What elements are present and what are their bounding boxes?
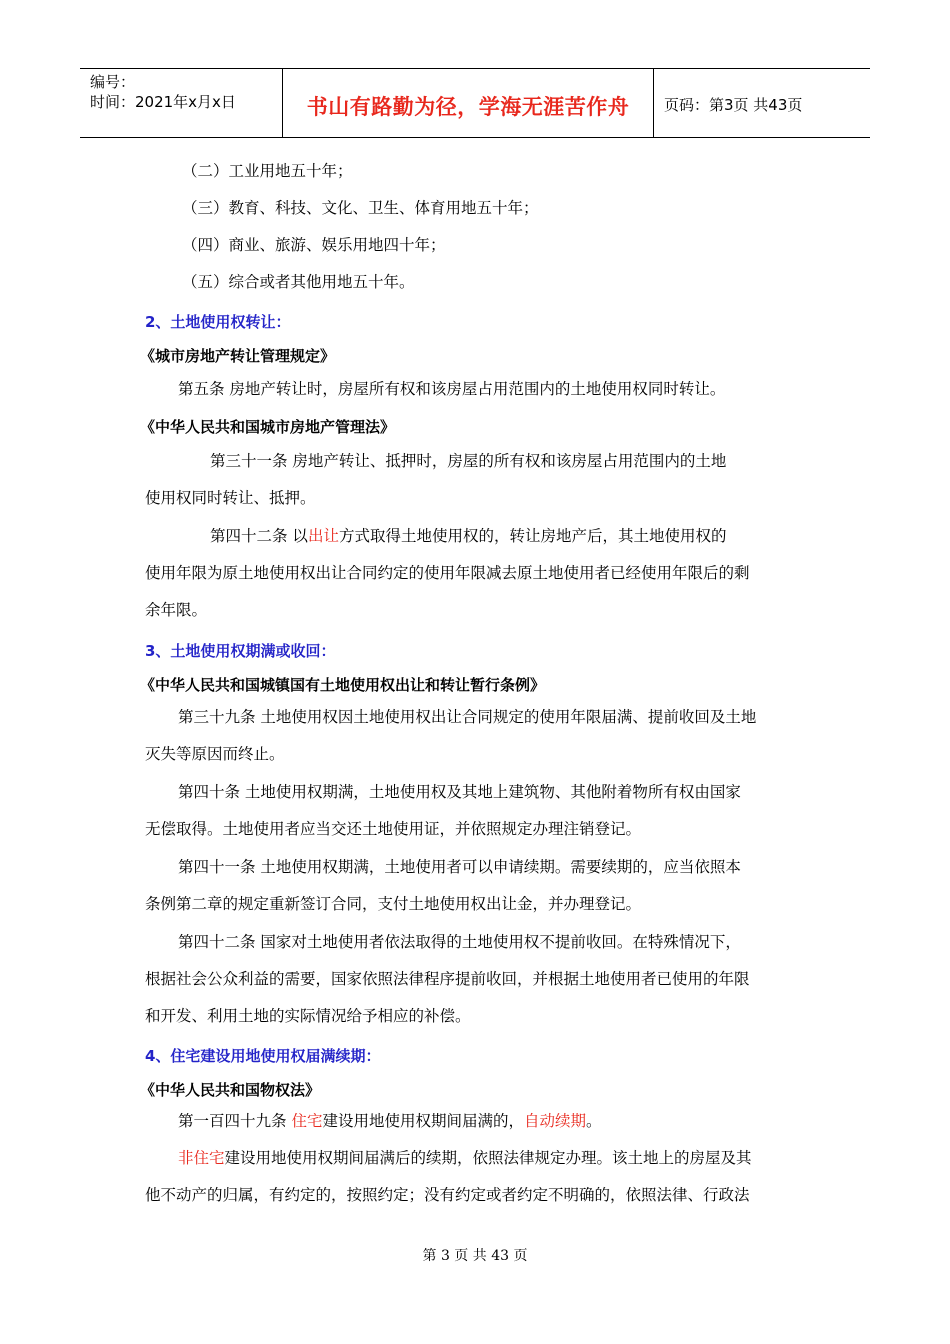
article-text: 他不动产的归属，有约定的，按照约定；没有约定或者约定不明确的，依照法律、行政法 [145, 1186, 750, 1204]
article-text: 第四十条 土地使用权期满，土地使用权及其地上建筑物、其他附着物所有权由国家 [178, 783, 741, 801]
article-text: 和开发、利用土地的实际情况给予相应的补偿。 [145, 1007, 471, 1025]
article-text-part: 建设用地使用权期间届满后的续期，依照法律规定办理。该土地上的房屋及其 [224, 1149, 752, 1167]
article-text-part: 第四十二条 以 [210, 527, 308, 545]
article-text: 无偿取得。土地使用者应当交还土地使用证，并依照规定办理注销登记。 [145, 820, 642, 838]
article-text: 余年限。 [145, 601, 208, 619]
page-footer: 第 3 页 共 43 页 [422, 1248, 528, 1264]
section-heading: 3、土地使用权期满或收回： [145, 642, 336, 660]
law-title: 《中华人民共和国城市房地产管理法》 [140, 418, 396, 436]
article-text: 灭失等原因而终止。 [145, 745, 285, 763]
list-item: （五）综合或者其他用地五十年。 [182, 273, 415, 291]
article-text: 第五条 房地产转让时，房屋所有权和该房屋占用范围内的土地使用权同时转让。 [178, 380, 726, 398]
article-text: 根据社会公众利益的需要，国家依照法律程序提前收回，并根据土地使用者已使用的年限 [145, 970, 750, 988]
article-text [210, 525, 726, 547]
article-text [178, 1147, 752, 1169]
list-item: （二）工业用地五十年； [182, 162, 353, 180]
doc-number-label: 编号： [90, 73, 136, 91]
article-text: 第三十九条 土地使用权因土地使用权出让合同规定的使用年限届满、提前收回及土地 [178, 708, 757, 726]
doc-date-label: 时间：2021年x月x日 [90, 93, 236, 111]
law-title: 《中华人民共和国城镇国有土地使用权出让和转让暂行条例》 [140, 676, 546, 694]
header-motto-cell [283, 69, 654, 137]
article-text-part: 第一百四十九条 [178, 1112, 292, 1130]
list-item: （四）商业、旅游、娱乐用地四十年； [182, 236, 446, 254]
list-item: （三）教育、科技、文化、卫生、体育用地五十年； [182, 199, 539, 217]
article-text: 使用年限为原土地使用权出让合同约定的使用年限减去原土地使用者已经使用年限后的剩 [145, 564, 750, 582]
header-meta [80, 69, 283, 137]
header-motto: 书山有路勤为径，学海无涯苦作舟 [306, 95, 630, 119]
highlight-text: 出让 [307, 527, 339, 545]
article-text-part: 建设用地使用权期间届满的， [322, 1112, 524, 1130]
article-text: 第四十二条 国家对土地使用者依法取得的土地使用权不提前收回。在特殊情况下， [178, 933, 741, 951]
highlight-text: 住宅 [291, 1112, 323, 1130]
law-title: 《中华人民共和国物权法》 [140, 1081, 321, 1099]
article-text-part: 方式取得土地使用权的，转让房地产后，其土地使用权的 [338, 527, 727, 545]
law-title: 《城市房地产转让管理规定》 [140, 347, 336, 365]
article-text: 条例第二章的规定重新签订合同，支付土地使用权出让金，并办理登记。 [145, 895, 642, 913]
header-page-cell [654, 69, 870, 137]
article-text: 使用权同时转让、抵押。 [145, 489, 316, 507]
section-heading: 4、住宅建设用地使用权届满续期： [145, 1047, 381, 1065]
header-page-label: 页码：第3页 共43页 [664, 96, 803, 114]
highlight-text: 非住宅 [178, 1149, 225, 1167]
highlight-text: 自动续期 [523, 1112, 586, 1130]
article-text: 第四十一条 土地使用权期满，土地使用者可以申请续期。需要续期的，应当依照本 [178, 858, 741, 876]
section-heading: 2、土地使用权转让： [145, 313, 291, 331]
page-header [80, 68, 870, 138]
article-text: 第三十一条 房地产转让、抵押时，房屋的所有权和该房屋占用范围内的土地 [210, 452, 727, 470]
article-text-part: 。 [585, 1112, 602, 1130]
article-text [178, 1110, 602, 1132]
